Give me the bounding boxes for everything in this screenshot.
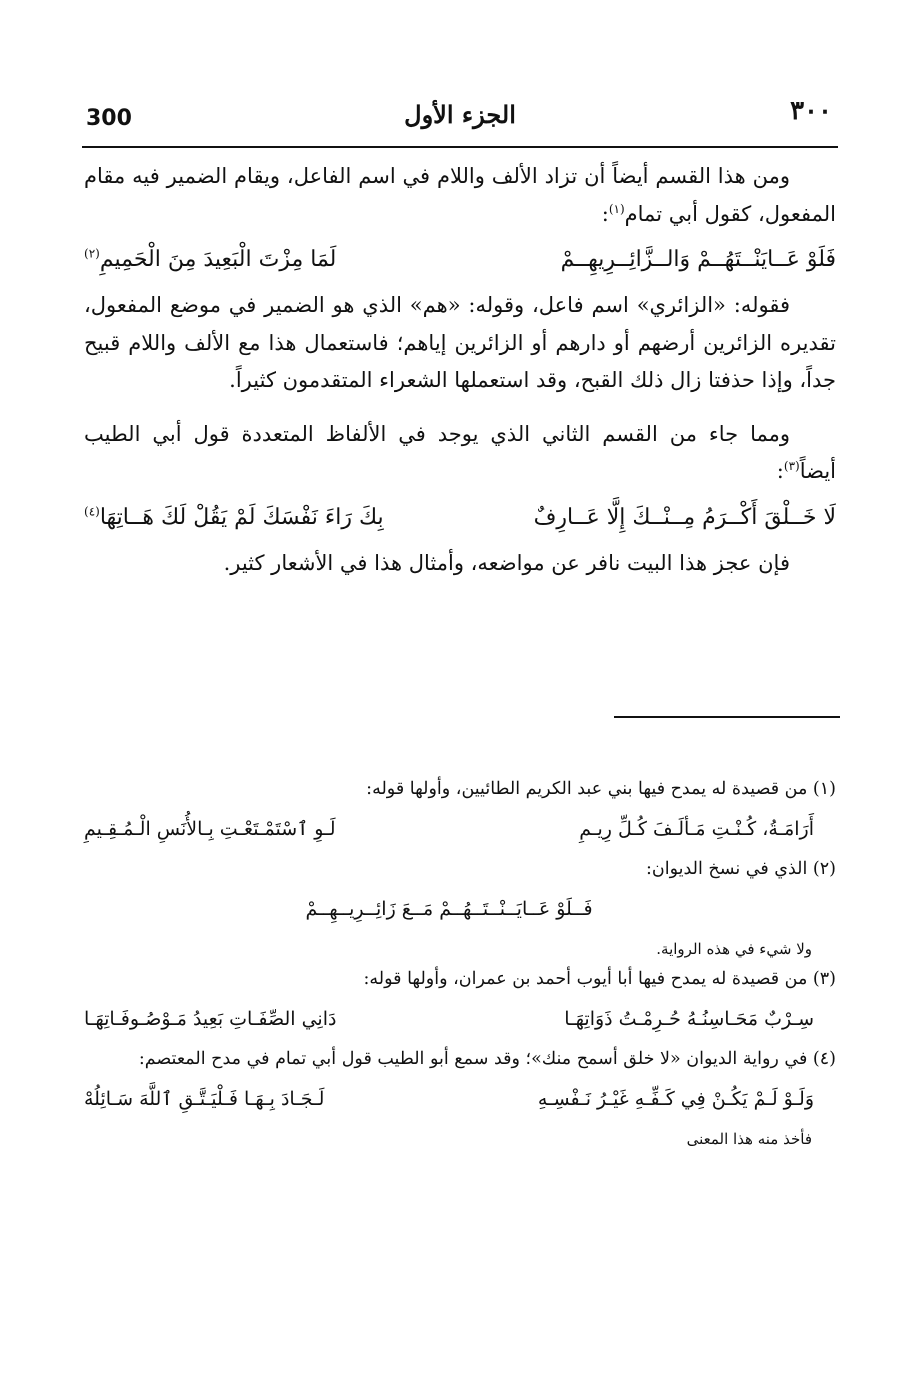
verse-1-first-hemistich: فَلَوْ عَــايَنْــتَهُــمْ وَالــزَّائِــرِيهِــمْ: [560, 247, 836, 272]
footnote-3-verse: [84, 998, 836, 1040]
paragraph-3: ومما جاء من القسم الثاني الذي يوجد في الألفاظ المتعددة قول أبي الطيب أيضاً$^{(٣)}$:: [84, 421, 836, 483]
page-header: [82, 92, 838, 140]
footnote-1-verse-first: أَرَامَـةُ، كُـنْـتِ مَـألَـفَ كُـلِّ رِيـمِ: [579, 818, 814, 840]
footnote-1-verse-second: لَـوِ ٱسْتَمْـتَعْـتِ بِـالأُنَسِ الْـمُـقِـيمِ: [84, 818, 336, 840]
footnote-3: (٣) من قصيدة له يمدح فيها أبا أيوب أحمد بن عمران، وأولها قوله:: [363, 969, 836, 989]
footnote-2-tail: ولا شيء في هذه الرواية.: [656, 940, 812, 958]
main-text: [84, 158, 836, 582]
footnote-4-verse-first: وَلَـوْ لَـمْ يَكُـنْ فِي كَـفِّـهِ غَيْـرُ نَـفْسِـهِ: [537, 1088, 814, 1110]
paragraph-2: فقوله: «الزائري» اسم فاعل، وقوله: «هم» الذي هو الضمير في موضع المفعول، تقديره الزائرين أرضهم أو دارهم أو الزائرين إياهم؛ فاستعمال هذا مع الألف واللام قبيح جداً، وإذا حذفتا زال ذلك القبح، وقد استعملها الشعراء المتقدمون كثيراً.: [84, 293, 836, 392]
verse-2-first-hemistich: لَا خَــلْقَ أَكْــرَمُ مِــنْــكَ إِلَّا عَــارِفٌ: [533, 504, 836, 530]
running-title: الجزء الأول: [404, 100, 516, 129]
footnote-1-verse: [84, 808, 836, 850]
footnote-4: (٤) في رواية الديوان «لا خلق أسمح منك»؛ وقد سمع أبو الطيب قول أبي تمام في مدح المعتصم:: [138, 1049, 836, 1069]
verse-1-second-hemistich: لَمَا مِزْتَ الْبَعِيدَ مِنَ الْحَمِيمِ$^{(٢)}$: [84, 246, 337, 272]
footnote-4-verse: [84, 1078, 836, 1120]
footnote-ref-1: (١): [608, 201, 625, 216]
footnote-2: (٢) الذي في نسخ الديوان:: [645, 859, 836, 879]
footnote-4-verse-second: لَـجَـادَ بِـهَـا فَـلْيَـتَّـقِ ٱللَّهَ سَـائِلُهْ: [84, 1088, 325, 1110]
footnote-ref-3: (٣): [783, 459, 800, 473]
verse-1: [84, 239, 836, 281]
footnote-ref-4: (٤): [84, 504, 100, 519]
footnote-separator: [614, 716, 840, 718]
footnotes: [84, 774, 836, 1154]
page-number-arabic: ٣٠٠: [790, 96, 832, 126]
footnote-4-tail: فأخذ منه هذا المعنى: [686, 1130, 812, 1148]
footnote-2-verse-line: فَــلَوْ عَــايَــنْــتَــهُــمْ مَــعَ زَائِــرِيــهِــمْ: [305, 898, 593, 920]
verse-2-second-hemistich: بِكَ رَاءَ نَفْسَكَ لَمْ يَقُلْ لَكَ هَــاتِهَا$^{(٤)}$: [84, 504, 384, 530]
page-number-latin: 300: [86, 106, 132, 131]
footnote-3-verse-second: دَانِي الصِّفَـاتِ بَعِيدُ مَـوْصُـوفَـاتِهَـا: [84, 1008, 337, 1030]
footnote-1: (١) من قصيدة له يمدح فيها بني عبد الكريم الطائيين، وأولها قوله:: [366, 779, 836, 799]
verse-2: [84, 497, 836, 539]
footnote-2-verse: [84, 888, 836, 930]
footnote-3-verse-first: سِـرْبٌ مَحَـاسِنُـهُ حُـرِمْـتُ ذَوَاتِهَـا: [564, 1008, 814, 1030]
paragraph-4: فإن عجز هذا البيت نافر عن مواضعه، وأمثال هذا في الأشعار كثير.: [223, 550, 790, 575]
header-rule: [82, 146, 838, 148]
paragraph-1: ومن هذا القسم أيضاً أن تزاد الألف واللام في اسم الفاعل، ويقام الضمير فيه مقام المفعول، كقول أبي تمام$^{(١)}$:: [84, 164, 836, 226]
footnote-ref-2: (٢): [84, 246, 100, 261]
